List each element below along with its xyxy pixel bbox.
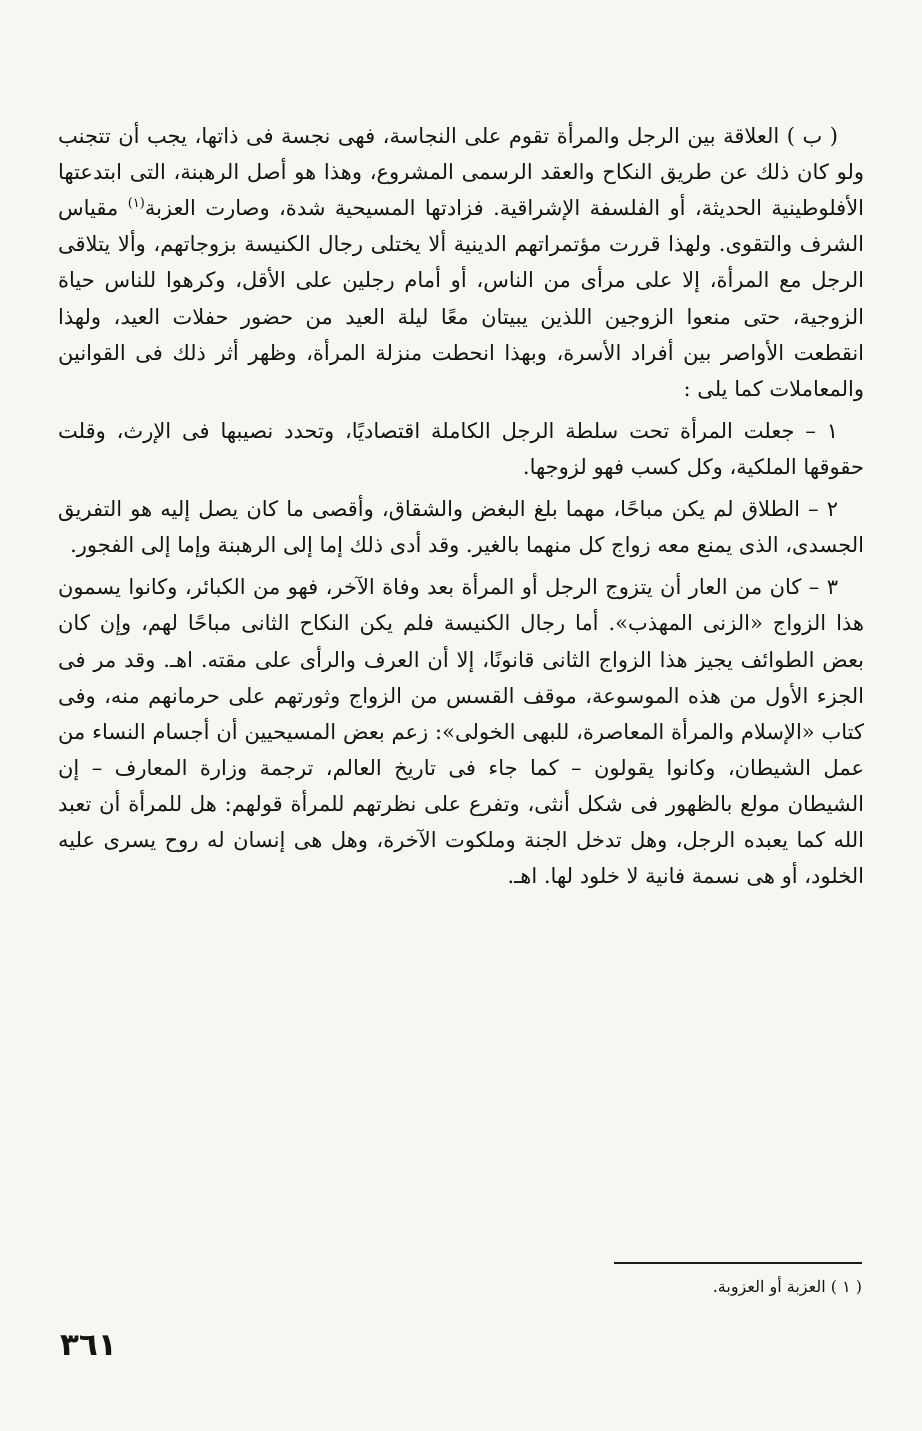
paragraph-item-3: ٣ – كان من العار أن يتزوج الرجل أو المرأة بعد وفاة الآخر، فهو من الكبائر، وكانوا يسمون هذا الزواج «الزنى المهذب». أما رجال الكنيسة فلم يكن النكاح الثانى مباحًا لهم، وإن كان بعض الطوائف يجيز هذا الزواج الثانى قانونًا، إلا أن العرف والرأى على مقته. اهـ. وقد مر فى الجزء الأول من هذه الموسوعة، موقف القسس من الزواج وثورتهم على حرمانهم منه، وفى كتاب «الإسلام والمرأة المعاصرة، للبهى الخولى»: زعم بعض المسيحيين أن أجسام النساء من عمل الشيطان، وكانوا يقولون – كما جاء فى تاريخ العالم، ترجمة وزارة المعارف – إن الشيطان مولع بالظهور فى شكل أنثى، وتفرع على نظرتهم للمرأة قولهم: هل للمرأة أن تعبد الله كما يعبده الرجل، وهل تدخل الجنة وملكوت الآخرة، وهل هى إنسان له روح يسرى عليه الخلود، أو هى نسمة فانية لا خلود لها. اهـ. <box>58 575 864 889</box>
footnote-divider <box>614 1262 862 1264</box>
paragraph-intro-text-after-note: مقياس الشرف والتقوى. ولهذا قررت مؤتمراتهم الدينية ألا يختلى رجال الكنيسة بزوجاتهم، وألا يتلاقى الرجل مع المرأة، إلا على مرأى من الناس، أو أمام رجلين على الأقل، وكرهوا للناس حياة الزوجية، حتى منعوا الزوجين اللذين يبيتان معًا ليلة العيد من حضور حفلات العيد، ولهذا انقطعت الأواصر بين أفراد الأسرة، وبهذا انحطت منزلة المرأة، وظهر أثر ذلك فى القوانين والمعاملات كما يلى : <box>58 196 864 401</box>
paragraph-item-2: ٢ – الطلاق لم يكن مباحًا، مهما بلغ البغض والشقاق، وأقصى ما كان يصل إليه هو التفريق الجسدى، الذى يمنع معه زواج كل منهما بالغير. وقد أدى ذلك إما إلى الرهبنة وإما إلى الفجور. <box>58 497 864 558</box>
paragraph-intro <box>58 118 864 407</box>
paragraph-item-1: ١ – جعلت المرأة تحت سلطة الرجل الكاملة اقتصاديًا، وتحدد نصيبها فى الإرث، وقلت حقوقها الملكية، وكل كسب فهو لزوجها. <box>58 418 864 479</box>
page-number: ٣٦١ <box>60 1327 117 1363</box>
footnote: ( ١ ) العزبة أو العزوبة. <box>712 1277 862 1296</box>
main-text-block <box>58 118 864 900</box>
paragraph-intro-text-before-note: ( ب ) العلاقة بين الرجل والمرأة تقوم على النجاسة، فهى نجسة فى ذاتها، يجب أن تتجنب ولو كان ذلك عن طريق النكاح والعقد الرسمى المشروع، وهذا هو أصل الرهبنة، التى ابتدعتها الأفلوطينية الحديثة، أو الفلسفة الإشراقية. فزادتها المسيحية شدة، وصارت العزبة <box>58 124 865 221</box>
footnote-reference-mark: (١) <box>127 196 145 212</box>
